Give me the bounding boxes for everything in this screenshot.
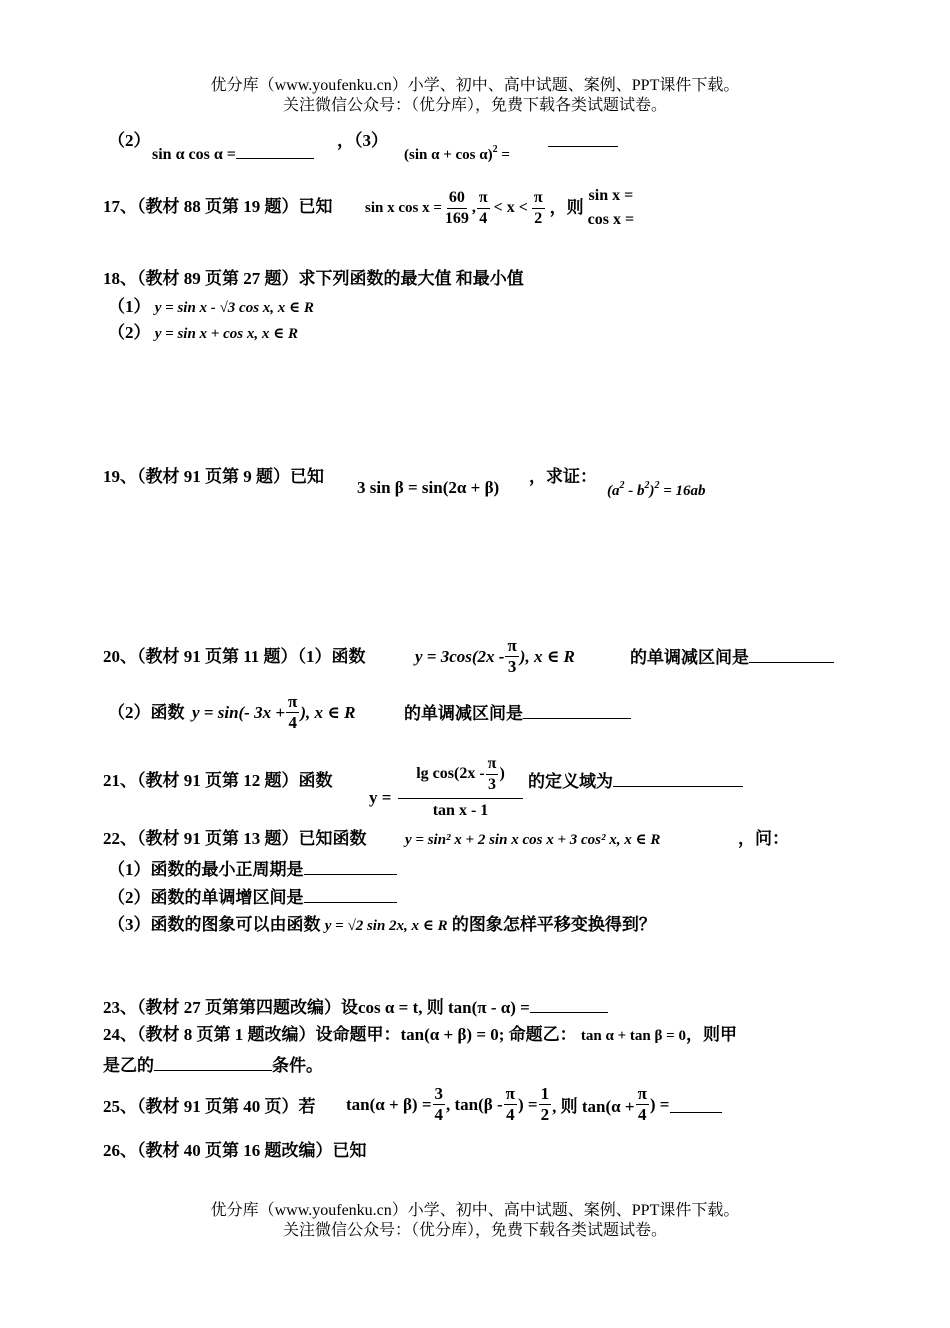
q25-three-quarters [433,1084,446,1125]
q21-num-right: ) [499,765,505,782]
q18-part1-label: （1） [108,297,151,316]
q17-frac-den: 169 [444,209,469,227]
q20-pi-over-3 [505,636,518,677]
q25-pi-over-4a [504,1084,517,1125]
q16-part3-label: （3） [354,131,388,150]
q18-part1 [108,296,314,319]
q20-f1-left: y = 3cos(2x - [415,646,505,666]
q16-part2 [108,130,151,152]
q16-part3-formula: (sin α + cos α) [404,147,493,163]
q20-blank2 [523,702,631,719]
q22-blank1 [304,858,397,875]
q23-blank [530,996,608,1013]
q17-comma: , [471,199,476,216]
q19-target-close: ) [649,483,655,499]
q23-formula: cos α = t, 则 tan(π - α) = [358,998,530,1017]
q25-num3: 3 [434,1084,444,1103]
q24-formula1: tan(α + β) = 0; 命题乙： [400,1025,577,1044]
q25-blank [670,1096,722,1113]
q24-line1 [103,1024,737,1047]
q25-pi-num-2: π [637,1084,647,1103]
q22-label: 22、（教材 91 页第 13 题）已知函数 [103,829,367,848]
q17-frac-num: 60 [447,188,467,209]
q20-pi-over-4 [286,692,299,733]
q22-part3 [108,914,656,937]
q23-label: 23、（教材 27 页第第四题改编）设 [103,998,358,1017]
q19-sq-1: 2 [619,480,625,491]
q20-pi-num: π [507,636,517,655]
q21-fraction [398,750,523,823]
q20-three-den: 3 [507,657,517,676]
q22-part3-text-b: 的图象怎样平移变换得到？ [451,915,656,934]
q17-pi-over-2 [532,188,545,229]
q17-pi-num: π [477,188,490,209]
q25-num1: 1 [540,1084,550,1103]
q21-tail [528,770,743,793]
q25-d: , 则 tan(α + [552,1097,635,1116]
q17-pi-over-4 [477,188,490,229]
q22-part2 [108,886,397,909]
q17-fraction [443,188,471,229]
page-header-line2: 关注微信公众号：（优分库），免费下载各类试题试卷。 [282,97,667,114]
q20-part2-label: （2）函数 [108,703,185,722]
q22-part2-text: （2）函数的单调增区间是 [108,888,304,907]
q21-pi-over-3 [486,754,499,795]
q18-part2 [108,322,298,345]
q19-target [607,480,706,500]
q25-e: ) = [649,1094,670,1114]
q24-line2-a: 是乙的 [103,1056,154,1075]
q18-part2-label: （2） [108,323,151,342]
q16-part3-equals: = [501,147,510,163]
q20-tail1 [630,646,834,669]
q20-label: 20、（教材 91 页第 11 题）（1）函数 [103,647,366,666]
q19-sq-3: 2 [654,480,660,491]
q25-a: tan(α + β) = [346,1094,432,1114]
q25-den2: 2 [540,1105,550,1124]
q16-separator: ， [337,131,354,150]
q19-target-b: - b [624,483,645,499]
q16-part3-expr [404,144,510,164]
q16-part2-expr [152,142,314,164]
q17-then: ，则 [549,198,584,217]
q16-part3-exponent: 2 [492,144,498,155]
page-footer-line2: 关注微信公众号：（优分库），免费下载各类试题试卷。 [282,1222,667,1239]
q17-ratio-den: cos x = [587,211,635,228]
q21-y: y = [369,788,392,807]
q19-target-a: (a [607,483,620,499]
q20-tail1-text: 的单调减区间是 [630,648,749,667]
q20-tail2 [404,702,631,725]
q18-part2-formula: y = sin x + cos x, x ∈ R [154,326,298,342]
q16-part3-blank [548,146,618,147]
q19-prove: ，求证： [529,467,597,486]
q17-expr [365,184,635,232]
q24-tail: ，则甲 [685,1025,737,1044]
q24-label: 24、（教材 8 页第 1 题改编）设命题甲： [103,1025,401,1044]
q22-expr: y = sin² x + 2 sin x cos x + 3 cos² x, x ∈ R [405,832,661,848]
q17-lhs: sin x cos x = [365,199,442,216]
q16-part2-blank [236,142,314,159]
q19-given: 3 sin β = sin(2α + β) [357,478,500,497]
q22-part3-formula: y = √2 sin 2x, x ∈ R [324,918,448,934]
q25-c: ) = [518,1094,538,1114]
q25-b: , tan(β - [446,1094,503,1114]
q20-f2-left: y = sin(- 3x + [192,702,286,722]
page-footer-line1: 优分库（www.youfenku.cn）小学、初中、高中试题、案例、PPT课件下载。 [210,1202,740,1219]
q25-pi-over-4b [636,1084,649,1125]
q25-expr [346,1084,722,1125]
q17-inequality: < x < [493,199,528,216]
q22-part3-text-a: （3）函数的图象可以由函数 [108,915,321,934]
q25-label: 25、（教材 91 页第 40 页）若 [103,1097,316,1116]
q19-label: 19、（教材 91 页第 9 题）已知 [103,467,324,486]
q24-formula2: tan α + tan β = 0 [580,1028,686,1044]
q16-part3-label-wrap [337,130,388,152]
q21-label: 21、（教材 91 页第 12 题）函数 [103,771,333,790]
q20-formula1 [415,636,575,677]
q26-label: 26、（教材 40 页第 16 题改编）已知 [103,1141,367,1160]
q25-pi-num: π [505,1084,515,1103]
q19-sq-2: 2 [644,480,650,491]
q20-f2-right: ), x ∈ R [300,702,356,722]
q18-part1-formula: y = sin x - √3 cos x, x ∈ R [154,300,314,316]
q18-label: 18、（教材 89 页第 27 题）求下列函数的最大值 和最小值 [103,269,524,288]
q20-four-den: 4 [288,713,297,732]
q17-label: 17、（教材 88 页第 19 题）已知 [103,197,333,216]
q21-num-left: lg cos(2x - [416,765,485,782]
page-header-line1: 优分库（www.youfenku.cn）小学、初中、高中试题、案例、PPT课件下载。 [210,77,740,94]
q21-numerator [398,750,523,799]
q23 [103,996,608,1019]
q16-part2-label: （2） [108,131,151,150]
q25-den4-b: 4 [506,1105,515,1124]
q25-one-half [539,1084,552,1125]
q20-blank1 [749,646,834,663]
q17-pi-num-2: π [532,188,545,209]
q21-pi-num: π [486,754,499,775]
q17-four-den: 4 [479,209,488,227]
q24-line2-b: 条件。 [272,1056,323,1075]
q21-blank [613,770,743,787]
q17-ratio-num: sin x = [588,187,634,204]
q25-den4-c: 4 [637,1105,647,1124]
q16-part2-formula: sin α cos α = [152,146,236,163]
q19-target-rhs: = 16ab [659,483,706,499]
q22-ask: ，问： [738,829,789,848]
q20-pi-num-2: π [288,692,298,711]
q21-three-den: 3 [488,775,497,793]
q20-f1-right: ), x ∈ R [519,646,575,666]
q24-line2 [103,1054,323,1077]
q21-denominator: tan x - 1 [432,802,489,819]
q17-ratio [588,184,634,232]
q22-part1 [108,858,397,881]
q20-tail2-text: 的单调减区间是 [404,704,523,723]
q22-part1-text: （1）函数的最小正周期是 [108,860,304,879]
q21-tail-text: 的定义域为 [528,772,613,791]
q24-blank [154,1054,272,1071]
q17-two-den: 2 [534,209,543,227]
q20-formula2 [192,692,355,733]
q25-den4: 4 [434,1105,444,1124]
q22-blank2 [304,886,397,903]
